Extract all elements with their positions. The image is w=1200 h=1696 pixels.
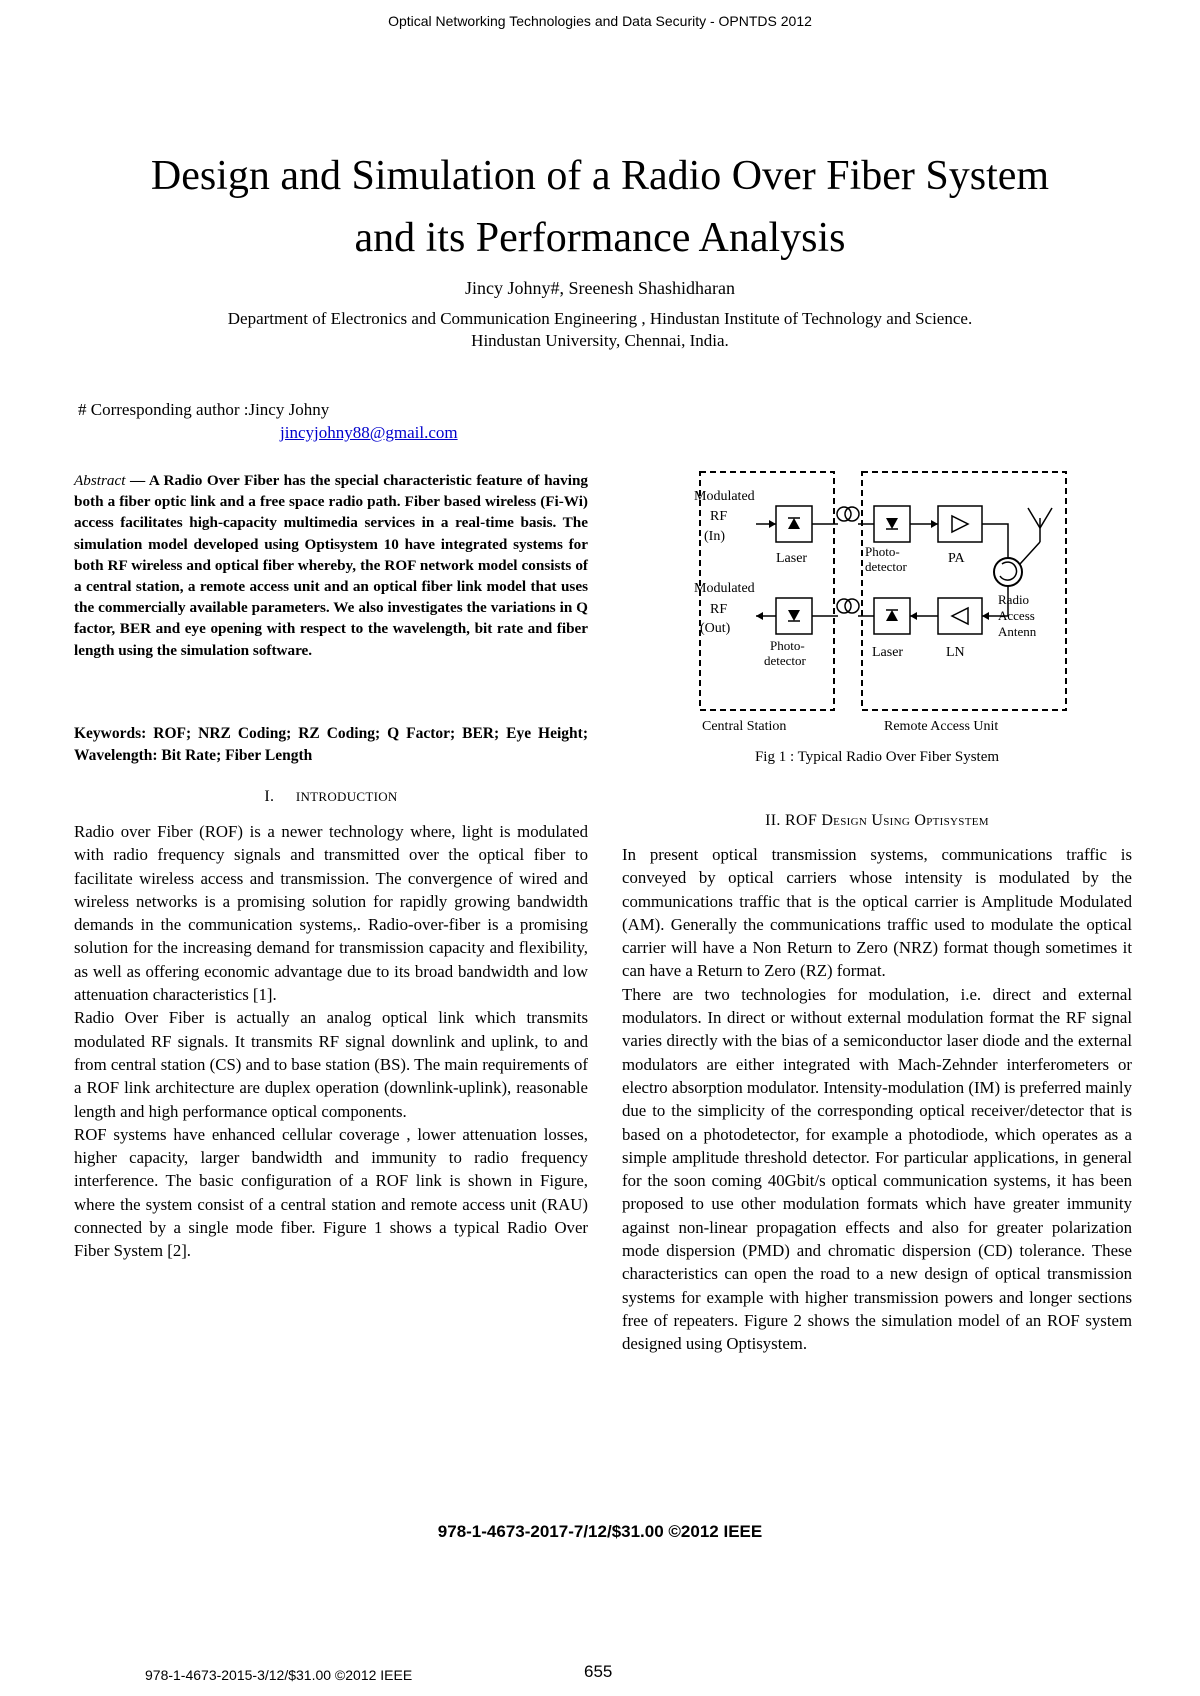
keywords: Keywords: ROF; NRZ Coding; RZ Coding; Q Factor; BER; Eye Height; Wavelength: Bit Rate; Fiber Length xyxy=(74,725,588,764)
fig-label-mod-in-2: RF xyxy=(710,509,728,524)
fig-label-mod-out-2: RF xyxy=(710,602,728,617)
abstract-label: Abstract xyxy=(74,472,126,489)
section-2-heading: II. ROF Design Using Optisystem xyxy=(765,812,989,829)
section-1-heading xyxy=(74,788,588,806)
intro-paragraph-3: ROF systems have enhanced cellular coverage , lower attenuation losses, higher capacity, larger bandwidth and immunity to radio frequency interference. The basic configuration of a ROF link is shown in Figure, where the system consist of a central station and remote access unit (RAU) connected by a single mode fiber. Figure 1 shows a typical Radio Over Fiber System [2]. xyxy=(74,1124,588,1261)
rof-paragraph-2: There are two technologies for modulation, i.e. direct and external modulators. In direct or without external modulation format the RF signal varies directly with the bias of a semiconductor laser diode and the external modulators are either integrated with Mach-Zehnder interferometers or electro absorption modulator. Intensity-modulation (IM) is preferred mainly due to the simplicity of the corresponding optical receiver/detector that is based on a photodetector, for example a photodiode, which operates as a simple amplitude threshold detector. For particular applications, in general for the soon coming 40Gbit/s optical communication systems, it has been proposed to use other modulation formats which have greater immunity against non-linear propagation effects and also for greater polarization mode dispersion (PMD) and chromatic dispersion (CD) tolerance. These characteristics can open the road to a new design of optical transmission systems for example with higher transmission powers and longer sections free of repeaters. Figure 2 shows the simulation model of an ROF system designed using Optisystem. xyxy=(622,984,1132,1354)
author-list: Jincy Johny#, Sreenesh Shashidharan xyxy=(465,278,735,298)
fig-label-ln: LN xyxy=(946,645,965,660)
email-link[interactable]: jincyjohny88@gmail.com xyxy=(280,423,458,442)
fig-label-pa: PA xyxy=(948,551,965,566)
corresponding-author: # Corresponding author :Jincy Johny xyxy=(78,400,330,419)
abstract xyxy=(74,470,588,661)
fig-label-mod-out-1: Modulated xyxy=(694,581,755,596)
title-line-1: Design and Simulation of a Radio Over Fiber System xyxy=(150,153,1050,199)
abstract-text: — A Radio Over Fiber has the special characteristic feature of having both a fiber optic link and a free space radio path. Fiber based wireless (Fi-Wi) access facilitates high-capacity multimedia services in a real-time basis. The simulation model developed using Optisystem 10 have integrated systems for both RF wireless and optical fiber whereby, the ROF network model consists of a central station, a remote access unit and an optical fiber link model that uses the commercially available parameters. We also investigates the variations in Q factor, BER and eye opening with respect to the wavelength, bit rate and fiber length using the simulation software. xyxy=(74,472,588,659)
fig-label-laser-top: Laser xyxy=(776,551,808,566)
isbn-center: 978-1-4673-2017-7/12/$31.00 ©2012 IEEE xyxy=(437,1522,763,1541)
introduction-body xyxy=(74,820,588,1263)
figure-1-caption: Fig 1 : Typical Radio Over Fiber System xyxy=(754,749,1000,765)
fig-label-radio-2: Access xyxy=(998,608,1035,623)
fig-label-photo-top-2: detector xyxy=(865,559,907,574)
intro-paragraph-1: Radio over Fiber (ROF) is a newer technology where, light is modulated with radio frequency signals and transmitted over the optical fiber to facilitate wireless access and transmission. The convergence of wired and wireless networks is a promising solution for rapidly growing bandwidth demands in the communication systems,. Radio-over-fiber is a promising solution for the increasing demand for transmission capacity and flexibility, as well as offering economic advantage due to its broad bandwidth and low attenuation characteristics [1]. xyxy=(74,822,588,1005)
fig-label-photo-bot-2: detector xyxy=(764,653,806,668)
fig-label-radio-1: Radio xyxy=(998,592,1030,607)
footer-isbn: 978-1-4673-2015-3/12/$31.00 ©2012 IEEE xyxy=(145,1667,413,1683)
figure-1 xyxy=(690,468,1076,743)
intro-paragraph-2: Radio Over Fiber is actually an analog optical link which transmits modulated RF signals. It transmits RF signal downlink and uplink, to and from central station (CS) and to base station (BS). The main requirements of a ROF link architecture are duplex operation (downlink-uplink), reasonable length and high performance optical components. xyxy=(74,1008,588,1121)
fig-label-radio-3: Antenn xyxy=(998,624,1037,639)
rof-design-body xyxy=(622,843,1132,1356)
affiliation-line-2: Hindustan University, Chennai, India. xyxy=(471,331,729,350)
rof-system-diagram xyxy=(690,468,1076,743)
section-1-number: I. xyxy=(264,788,275,805)
affiliation-line-1: Department of Electronics and Communication Engineering , Hindustan Institute of Technology and Science. xyxy=(227,309,973,328)
fig-label-photo-top-1: Photo- xyxy=(865,544,900,559)
fig-label-photo-bot-1: Photo- xyxy=(770,638,805,653)
fiber-coil-icon xyxy=(837,507,851,521)
fig-label-mod-out-3: (Out) xyxy=(700,621,731,636)
rof-paragraph-1: In present optical transmission systems, communications traffic is conveyed by optical carriers whose intensity is modulated by the communications traffic that is the optical carrier is Amplitude Modulated (AM). Generally the communications traffic used to modulate the optical carrier will have a Non Return to Zero (NRZ) format though sometimes it can have a Return to Zero (RZ) format. xyxy=(622,845,1132,981)
page-number: 655 xyxy=(584,1662,613,1681)
fig-label-laser-bot: Laser xyxy=(872,645,904,660)
section-1-title: INTRODUCTION xyxy=(295,789,398,804)
ln-block xyxy=(938,598,982,634)
fig-label-remote-unit: Remote Access Unit xyxy=(884,719,999,734)
affiliation xyxy=(0,308,1200,352)
fig-label-mod-in-3: (In) xyxy=(704,529,725,544)
fig-label-central-station: Central Station xyxy=(702,719,787,734)
pa-block xyxy=(938,506,982,542)
paper-title xyxy=(40,145,1160,269)
title-line-2: and its Performance Analysis xyxy=(354,215,846,261)
fig-label-mod-in-1: Modulated xyxy=(694,489,755,504)
conference-header: Optical Networking Technologies and Data Security - OPNTDS 2012 xyxy=(388,13,812,29)
